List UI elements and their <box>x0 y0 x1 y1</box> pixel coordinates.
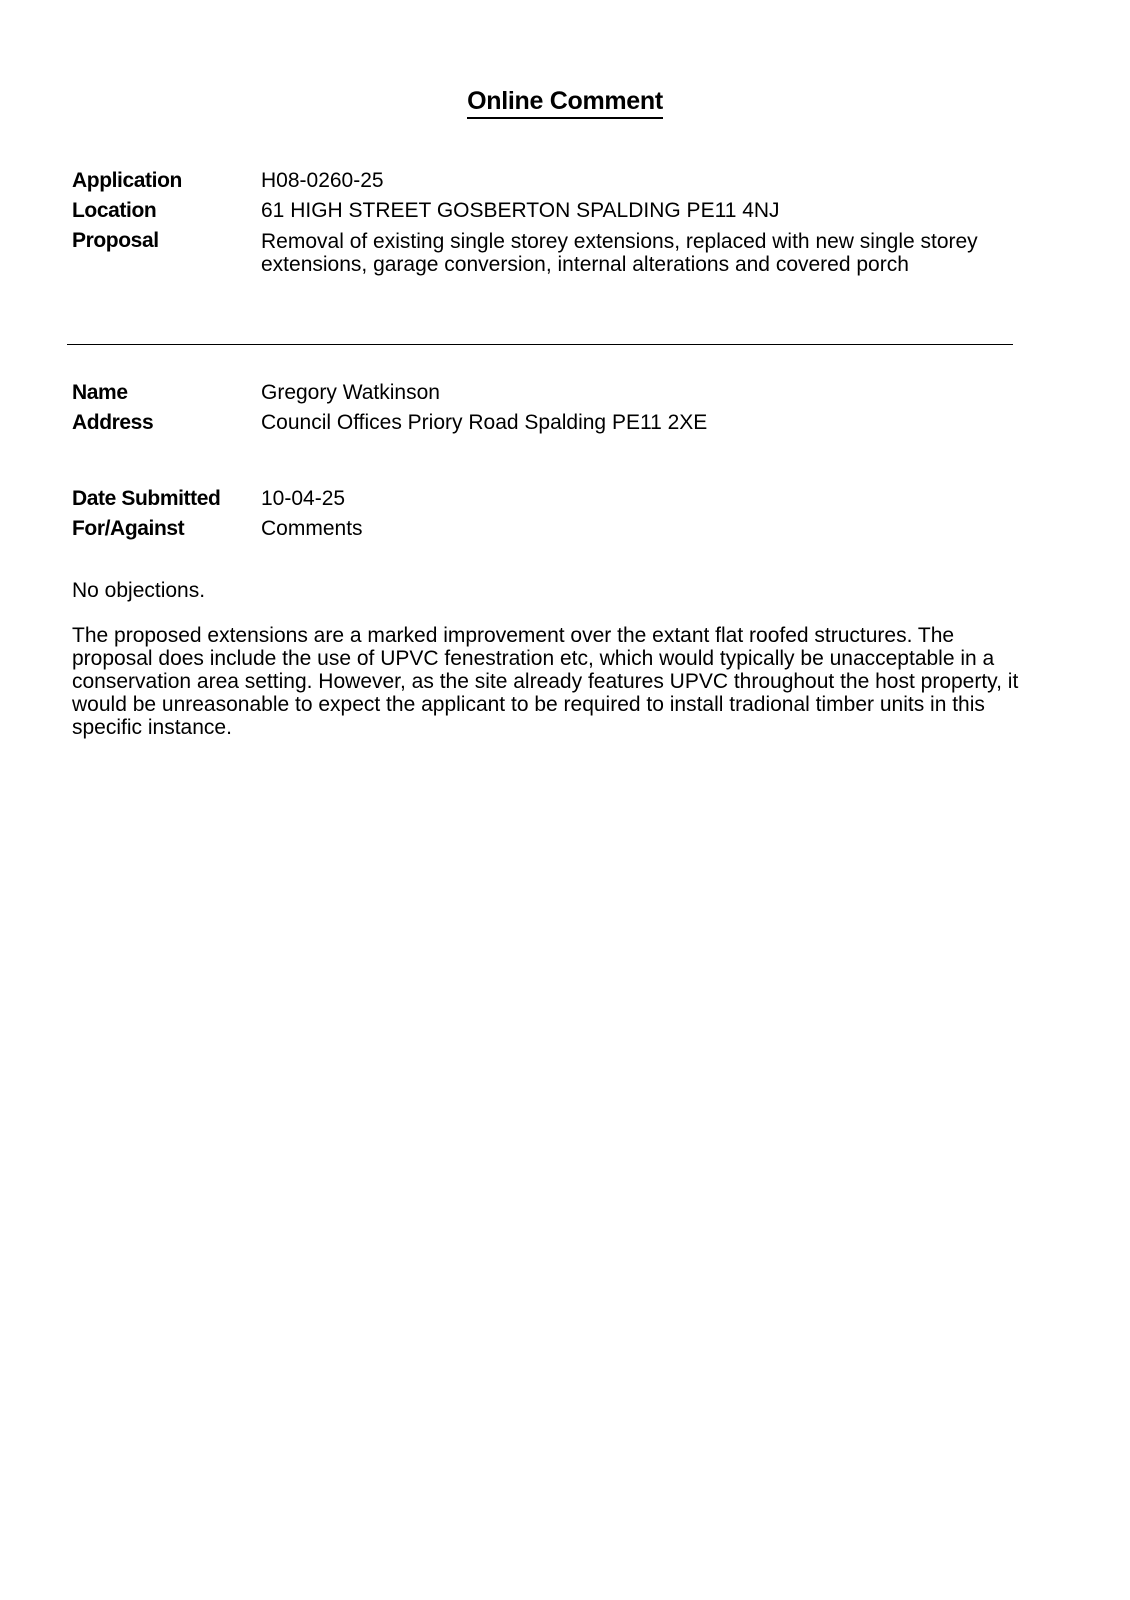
date-submitted-label: Date Submitted <box>72 487 221 510</box>
commenter-details <box>72 378 1012 438</box>
proposal-value: Removal of existing single storey extensions, replaced with new single storey extensions, garage conversion, internal alterations and covered porch <box>261 230 978 276</box>
application-label: Application <box>72 169 182 192</box>
for-against-row <box>72 514 1012 544</box>
name-label: Name <box>72 381 128 404</box>
name-value: Gregory Watkinson <box>261 381 440 404</box>
section-divider <box>67 344 1013 345</box>
location-label: Location <box>72 199 157 222</box>
name-row <box>72 378 1012 408</box>
comment-body: The proposed extensions are a marked improvement over the extant flat roofed structures. The proposal does include the use of UPVC fenestration etc, which would typically be unacceptable in a conservation area setting. However, as the site already features UPVC throughout the host property, it would be unreasonable to expect the applicant to be required to install tradional timber units in this specific instance. <box>72 624 1019 739</box>
date-submitted-value: 10-04-25 <box>261 487 346 510</box>
application-row <box>72 166 1012 196</box>
proposal-label: Proposal <box>72 229 159 252</box>
submission-details <box>72 484 1012 544</box>
address-label: Address <box>72 411 154 434</box>
proposal-row <box>72 226 1012 276</box>
application-value: H08-0260-25 <box>261 169 384 192</box>
address-row <box>72 408 1012 438</box>
page-title <box>0 86 1130 119</box>
for-against-value: Comments <box>261 517 363 540</box>
application-details <box>72 166 1012 276</box>
address-value: Council Offices Priory Road Spalding PE11 2XE <box>261 411 708 434</box>
page-title-text: Online Comment <box>467 86 663 119</box>
date-submitted-row <box>72 484 1012 514</box>
location-value: 61 HIGH STREET GOSBERTON SPALDING PE11 4NJ <box>261 199 780 222</box>
for-against-label: For/Against <box>72 517 185 540</box>
comment-summary: No objections. <box>72 579 206 602</box>
location-row <box>72 196 1012 226</box>
